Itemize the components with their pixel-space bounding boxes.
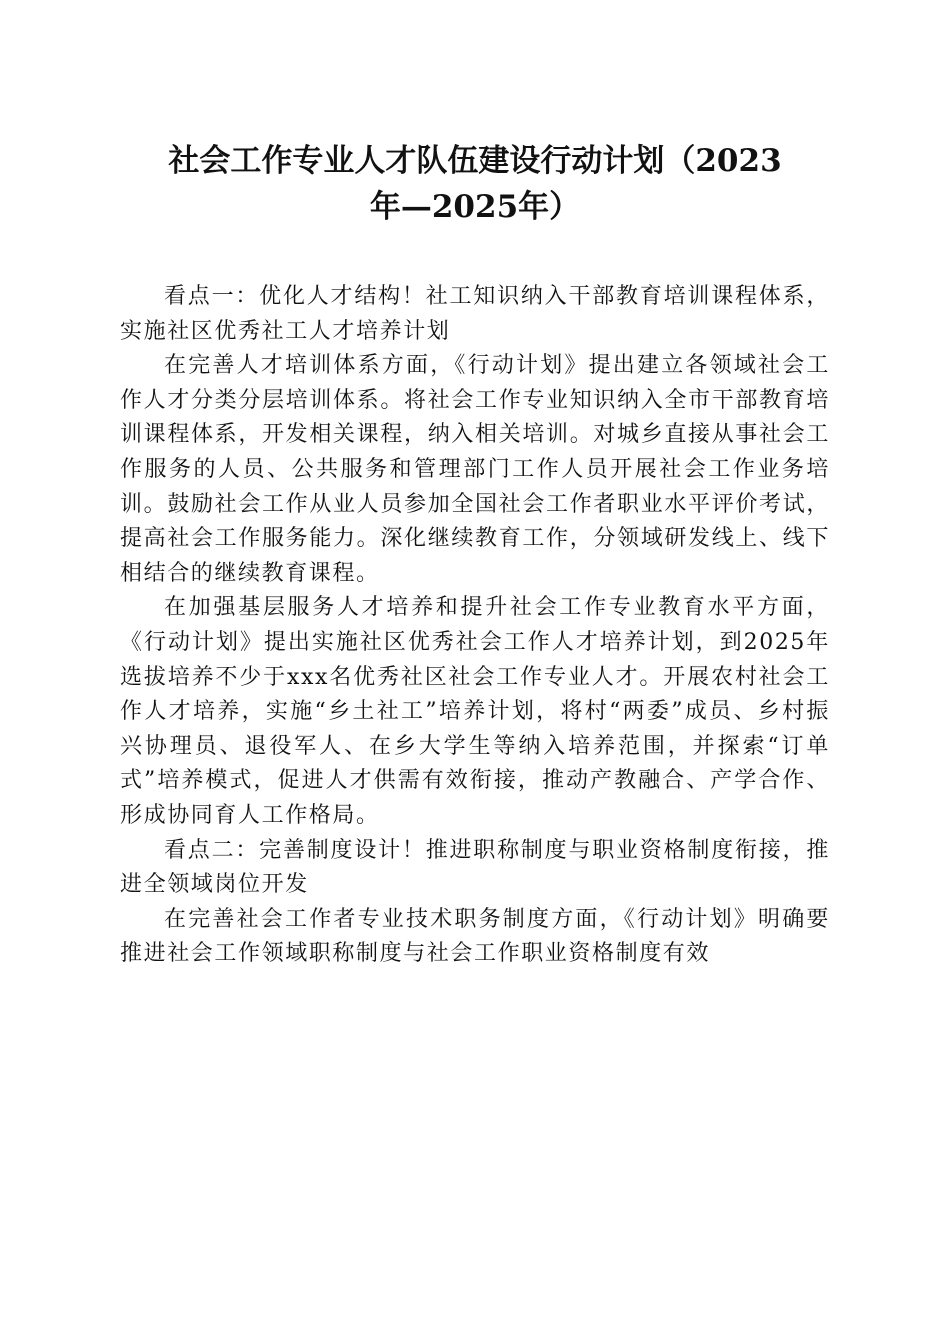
title-line-2: 年—2025年） (369, 189, 581, 225)
highlight-two-heading: 看点二：完善制度设计！推进职称制度与职业资格制度衔接，推进全领域岗位开发 (120, 837, 830, 898)
highlight-one-heading: 看点一：优化人才结构！社工知识纳入干部教育培训课程体系，实施社区优秀社工人才培养计划 (120, 284, 830, 344)
paragraph-grassroots-talent: 在加强基层服务人才培养和提升社会工作专业教育水平方面，《行动计划》提出实施社区优秀社会工作人才培养计划，到2025年选拔培养不少于xxx名优秀社区社会工作专业人才。开展农村社会工作人才培养，实施“乡土社工”培养计划，将村“两委”成员、乡村振兴协理员、退役军人、在乡大学生等纳入培养范围，并探索“订单式”培养模式，促进人才供需有效衔接，推动产教融合、产学合作、形成协同育人工作格局。 (120, 595, 830, 828)
document-body (120, 280, 830, 972)
paragraph-training-system: 在完善人才培训体系方面，《行动计划》提出建立各领域社会工作人才分类分层培训体系。将社会工作专业知识纳入全市干部教育培训课程体系，开发相关课程，纳入相关培训。对城乡直接从事社会工作服务的人员、公共服务和管理部门工作人员开展社会工作业务培训。鼓励社会工作从业人员参加全国社会工作者职业水平评价考试，提高社会工作服务能力。深化继续教育工作，分领域研发线上、线下相结合的继续教育课程。 (120, 353, 830, 586)
title-line-1: 社会工作专业人才队伍建设行动计划（2023 (168, 143, 782, 179)
document-title (120, 138, 830, 230)
paragraph-professional-title-system: 在完善社会工作者专业技术职务制度方面，《行动计划》明确要推进社会工作领域职称制度与社会工作职业资格制度有效 (120, 906, 830, 967)
